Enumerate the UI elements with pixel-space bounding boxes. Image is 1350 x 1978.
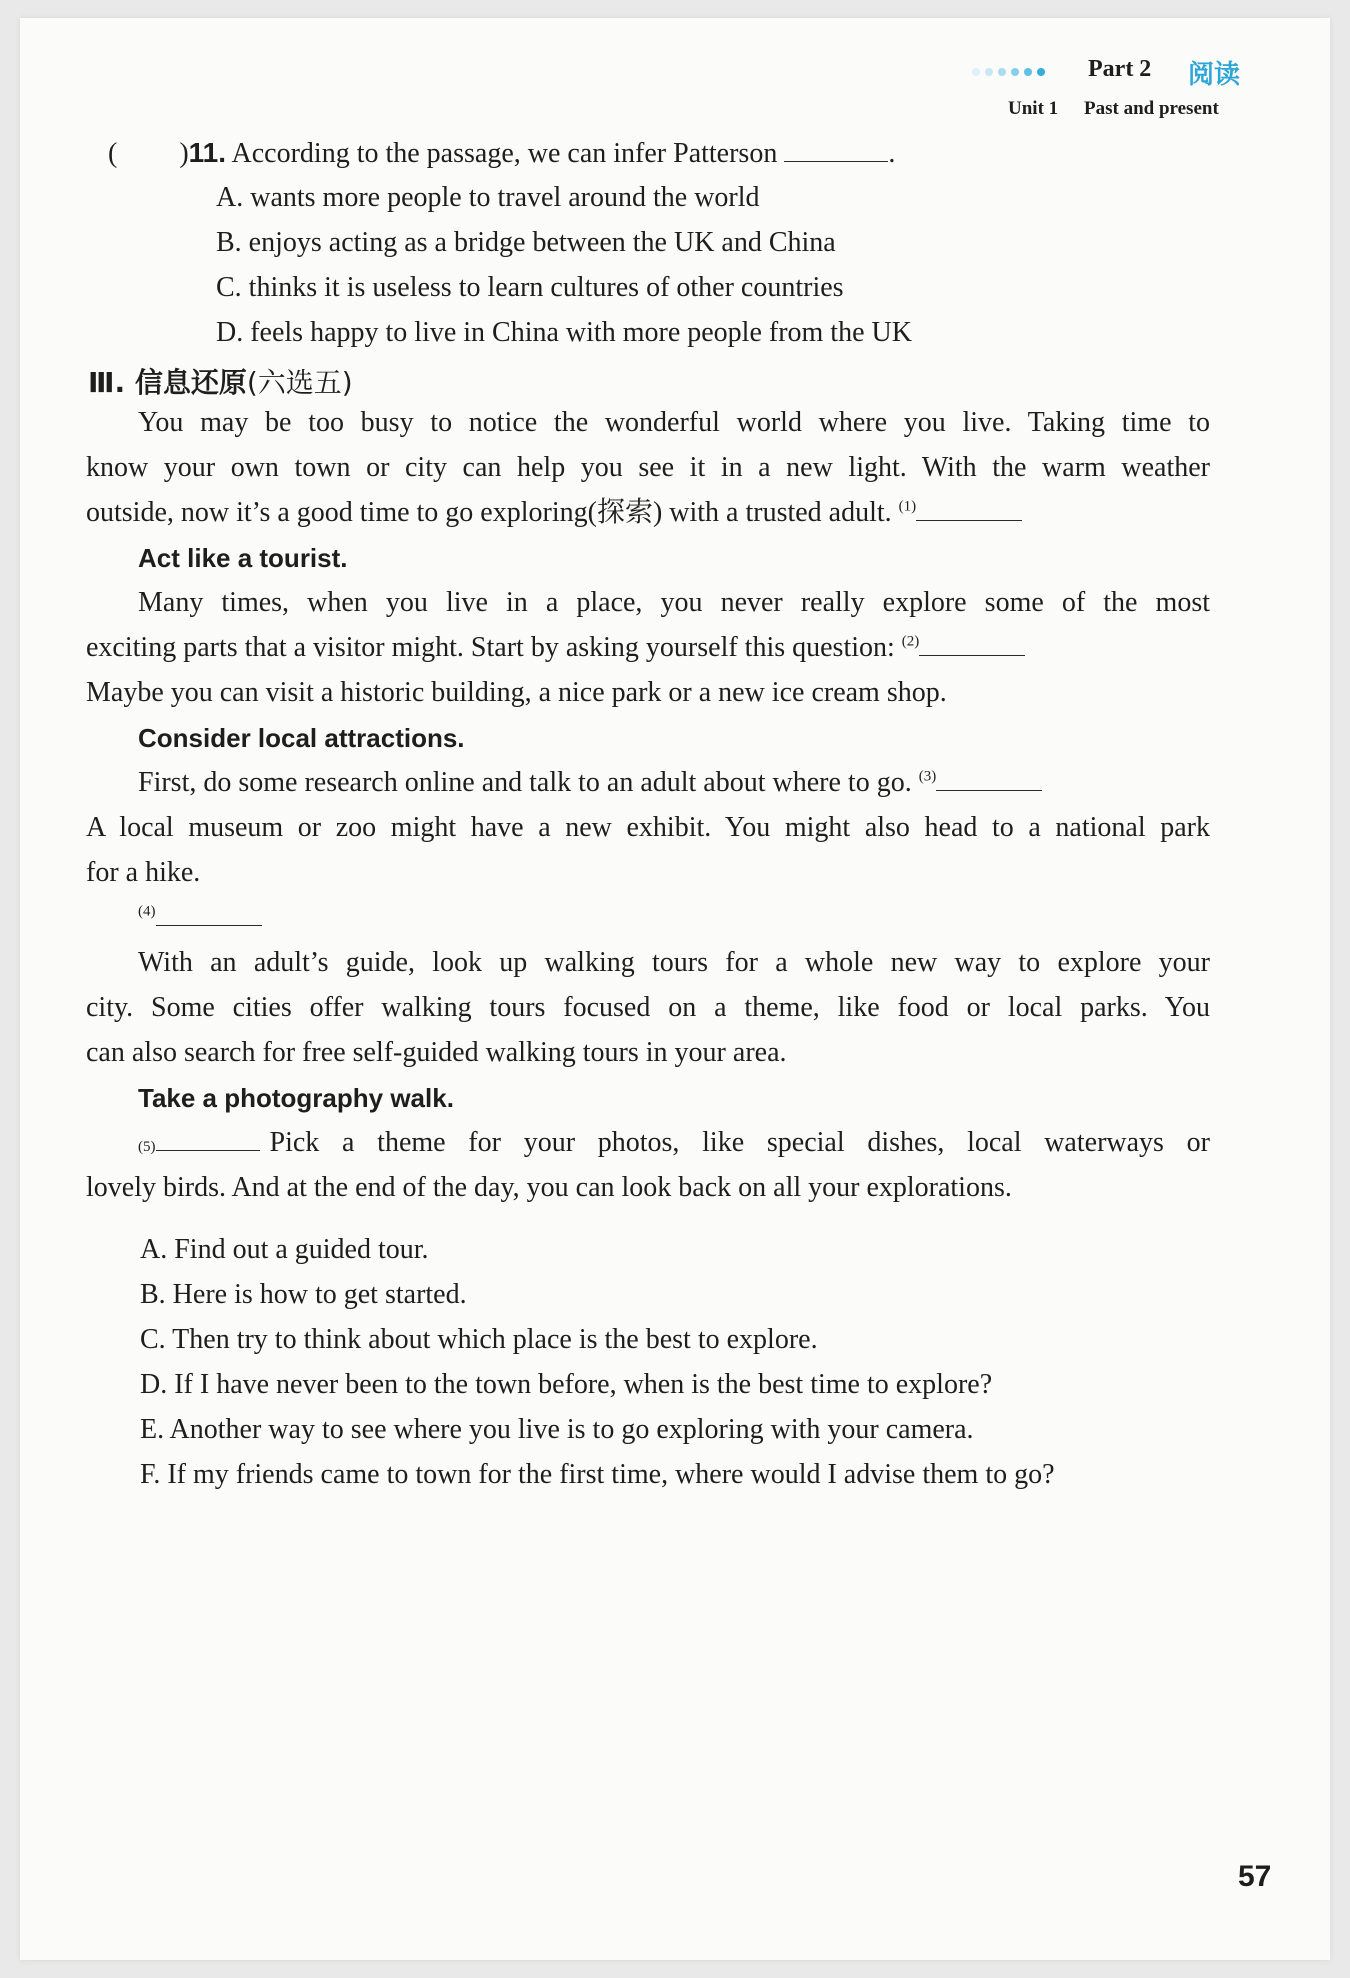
subheading-photography: Take a photography walk. xyxy=(138,1083,454,1113)
textbook-page xyxy=(20,18,1330,1960)
answer-blank[interactable] xyxy=(784,137,888,162)
question-end: . xyxy=(888,138,896,169)
header-part: Part 2 xyxy=(1088,56,1152,82)
option-b: B. enjoys acting as a bridge between the UK and China xyxy=(216,227,836,258)
passage-line: With an adult’s guide, look up walking tours for a whole new way to explore your xyxy=(138,947,1210,978)
passage-line-with-blank xyxy=(86,496,1022,530)
blank-number: (1) xyxy=(898,498,917,515)
choice-c: C. Then try to think about which place is the best to explore. xyxy=(140,1324,818,1355)
answer-paren-left: ( xyxy=(108,138,118,169)
answer-blank-4[interactable] xyxy=(156,901,262,926)
blank-number: (2) xyxy=(901,633,920,650)
subheading-tourist: Act like a tourist. xyxy=(138,543,348,573)
answer-blank-2[interactable] xyxy=(919,631,1025,656)
blank-number: (3) xyxy=(918,768,937,785)
answer-blank-1[interactable] xyxy=(916,496,1022,521)
passage-text: Pick a theme for your photos, like special dishes, local waterways or xyxy=(269,1127,1210,1158)
header-unit-title: Past and present xyxy=(1084,98,1219,119)
section-heading xyxy=(88,361,353,401)
section-title: Ⅲ. 信息还原 xyxy=(88,366,247,399)
passage-text: First, do some research online and talk to an adult about where to go. xyxy=(138,767,912,798)
passage-line: for a hike. xyxy=(86,857,201,888)
header-dot xyxy=(1037,68,1045,76)
header-dot xyxy=(985,68,993,76)
blank-number: (4) xyxy=(138,903,156,920)
choice-e: E. Another way to see where you live is to go exploring with your camera. xyxy=(140,1414,974,1445)
answer-paren-right: ) xyxy=(179,138,189,169)
header-dot xyxy=(1024,68,1032,76)
section-subtitle: (六选五) xyxy=(246,366,353,399)
option-a: A. wants more people to travel around the world xyxy=(216,182,760,213)
question-11 xyxy=(108,136,895,171)
header-unit: Unit 1 xyxy=(1008,98,1059,119)
passage-line: know your own town or city can help you see it in a new light. With the warm weather xyxy=(86,452,1210,483)
header-dot xyxy=(998,68,1006,76)
header-part-cn: 阅读 xyxy=(1188,60,1241,90)
header-dot xyxy=(1011,68,1019,76)
question-stem: According to the passage, we can infer Patterson xyxy=(231,138,778,169)
passage-line: You may be too busy to notice the wonderful world where you live. Taking time to xyxy=(138,407,1210,438)
passage-line: A local museum or zoo might have a new exhibit. You might also head to a national park xyxy=(86,812,1210,843)
passage-line: Many times, when you live in a place, you never really explore some of the most xyxy=(138,587,1210,618)
answer-blank-3[interactable] xyxy=(936,766,1042,791)
question-number: 11. xyxy=(188,137,227,168)
choice-b: B. Here is how to get started. xyxy=(140,1279,467,1310)
passage-text: outside, now it’s a good time to go exploring(探索) with a trusted adult. xyxy=(86,497,892,528)
choice-a: A. Find out a guided tour. xyxy=(140,1234,429,1265)
header-dot xyxy=(972,68,980,76)
choice-f: F. If my friends came to town for the first time, where would I advise them to go? xyxy=(140,1459,1055,1490)
passage-line-with-blank: (5) Pick a theme for your photos, like special dishes, local waterways or xyxy=(138,1127,1210,1158)
choice-d: D. If I have never been to the town before, when is the best time to explore? xyxy=(140,1369,993,1400)
passage-line: Maybe you can visit a historic building, a nice park or a new ice cream shop. xyxy=(86,677,947,708)
option-c: C. thinks it is useless to learn cultures of other countries xyxy=(216,272,844,303)
passage-text: exciting parts that a visitor might. Start by asking yourself this question: xyxy=(86,632,895,663)
passage-line: lovely birds. And at the end of the day, you can look back on all your explorations. xyxy=(86,1172,1012,1203)
answer-blank-5[interactable] xyxy=(156,1126,260,1151)
passage-line: can also search for free self-guided walking tours in your area. xyxy=(86,1037,787,1068)
option-d: D. feels happy to live in China with more people from the UK xyxy=(216,317,912,348)
passage-line-with-blank xyxy=(138,766,1042,800)
passage-line-with-blank xyxy=(86,631,1025,665)
header-dots xyxy=(972,68,1045,76)
subheading-attractions: Consider local attractions. xyxy=(138,723,465,753)
page-number: 57 xyxy=(1238,1860,1272,1893)
passage-line: city. Some cities offer walking tours focused on a theme, like food or local parks. You xyxy=(86,992,1210,1023)
heading-blank-4 xyxy=(138,901,262,935)
